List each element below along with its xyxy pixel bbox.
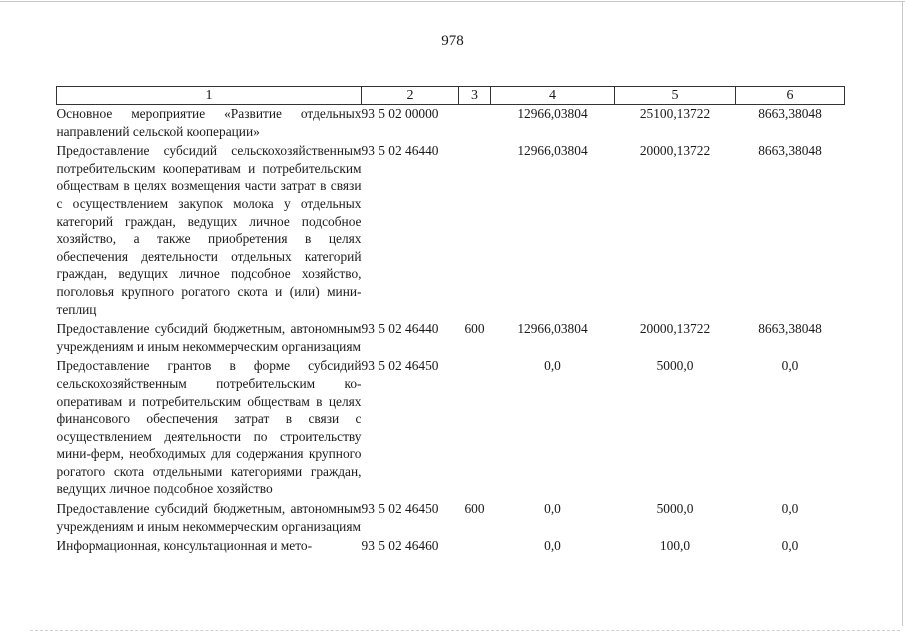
row-name: Предоставление субсидий сельскохозяйственным потребительским кооперативам и потребительским обществам в целях возмещения части затрат в связи с осуществлением закупок молока у отдельных категорий граждан, ведущих личное подсобное хозяйство, а также приобретения в целях обеспечения деятельности отдельных категорий граждан, ведущих личное подсобное хозяйство, поголовья крупного рогатого скота и (или) мини-теплиц [56, 143, 362, 317]
row-amount-col4: 12966,03804 [517, 321, 588, 337]
row-name: Предоставление субсидий бюджетным, автономным учреждениям и иным некоммерческим организациям [56, 321, 362, 354]
row-name: Предоставление грантов в форме субсидий сельскохозяйственным потребительским кооперативам и потребительским обществам в целях финансового обеспечения затрат в связи с осуществлением деятельности по строительству мини-ферм, необходимых для содержания крупного рогатого скота отдельными категориями граждан, ведущих личное подсобное хозяйство [56, 358, 362, 497]
column-header-2: 2 [362, 87, 459, 105]
row-code: 93 5 02 00000 [361, 106, 439, 121]
row-amount-col6: 8663,38048 [758, 143, 822, 159]
table-row [57, 142, 845, 320]
row-amount-col5: 20000,13722 [639, 321, 711, 337]
row-expense-type: 600 [464, 501, 485, 517]
row-amount-col4: 0,0 [544, 358, 561, 374]
row-amount-col5: 5000,0 [656, 358, 694, 374]
row-amount-col4: 0,0 [544, 501, 561, 517]
row-amount-col6: 8663,38048 [758, 321, 822, 337]
row-amount-col5: 100,0 [659, 538, 691, 554]
row-code: 93 5 02 46450 [361, 501, 439, 517]
table-row [57, 320, 845, 357]
table-row [57, 537, 845, 557]
column-header-1: 1 [57, 87, 362, 105]
row-amount-col4: 0,0 [544, 538, 561, 554]
column-header-5: 5 [615, 87, 736, 105]
table-row [57, 357, 845, 500]
table-header-row [57, 87, 845, 105]
page-edge-right [902, 1, 903, 626]
row-amount-col6: 8663,38048 [758, 106, 822, 121]
budget-table [56, 86, 845, 557]
row-amount-col6: 0,0 [781, 501, 799, 517]
row-expense-type [459, 142, 491, 320]
column-header-6: 6 [736, 87, 845, 105]
row-amount-col5: 25100,13722 [639, 106, 711, 121]
table-row [57, 500, 845, 537]
row-amount-col4: 12966,03804 [517, 106, 588, 121]
row-expense-type [459, 105, 491, 143]
page-edge-top [0, 1, 905, 2]
table-row [57, 105, 845, 143]
row-expense-type [459, 357, 491, 500]
page-number: 978 [441, 33, 464, 49]
row-expense-type: 600 [464, 321, 485, 337]
row-code: 93 5 02 46440 [361, 321, 439, 337]
page-edge-bottom [30, 630, 900, 631]
row-amount-col6: 0,0 [781, 358, 799, 374]
row-amount-col5: 20000,13722 [639, 143, 711, 159]
row-expense-type [459, 537, 491, 557]
row-name: Информационная, консультационная и мето- [56, 538, 313, 554]
row-amount-col6: 0,0 [781, 538, 799, 554]
row-amount-col4: 12966,03804 [517, 143, 588, 159]
column-header-4: 4 [491, 87, 615, 105]
row-code: 93 5 02 46460 [361, 538, 439, 554]
row-code: 93 5 02 46450 [361, 358, 439, 374]
row-name: Основное мероприятие «Развитие отдельных направлений сельской кооперации» [56, 106, 362, 139]
row-name: Предоставление субсидий бюджетным, автономным учреждениям и иным некоммерческим организациям [56, 501, 362, 534]
row-code: 93 5 02 46440 [361, 143, 439, 159]
row-amount-col5: 5000,0 [656, 501, 694, 517]
column-header-3: 3 [459, 87, 491, 105]
